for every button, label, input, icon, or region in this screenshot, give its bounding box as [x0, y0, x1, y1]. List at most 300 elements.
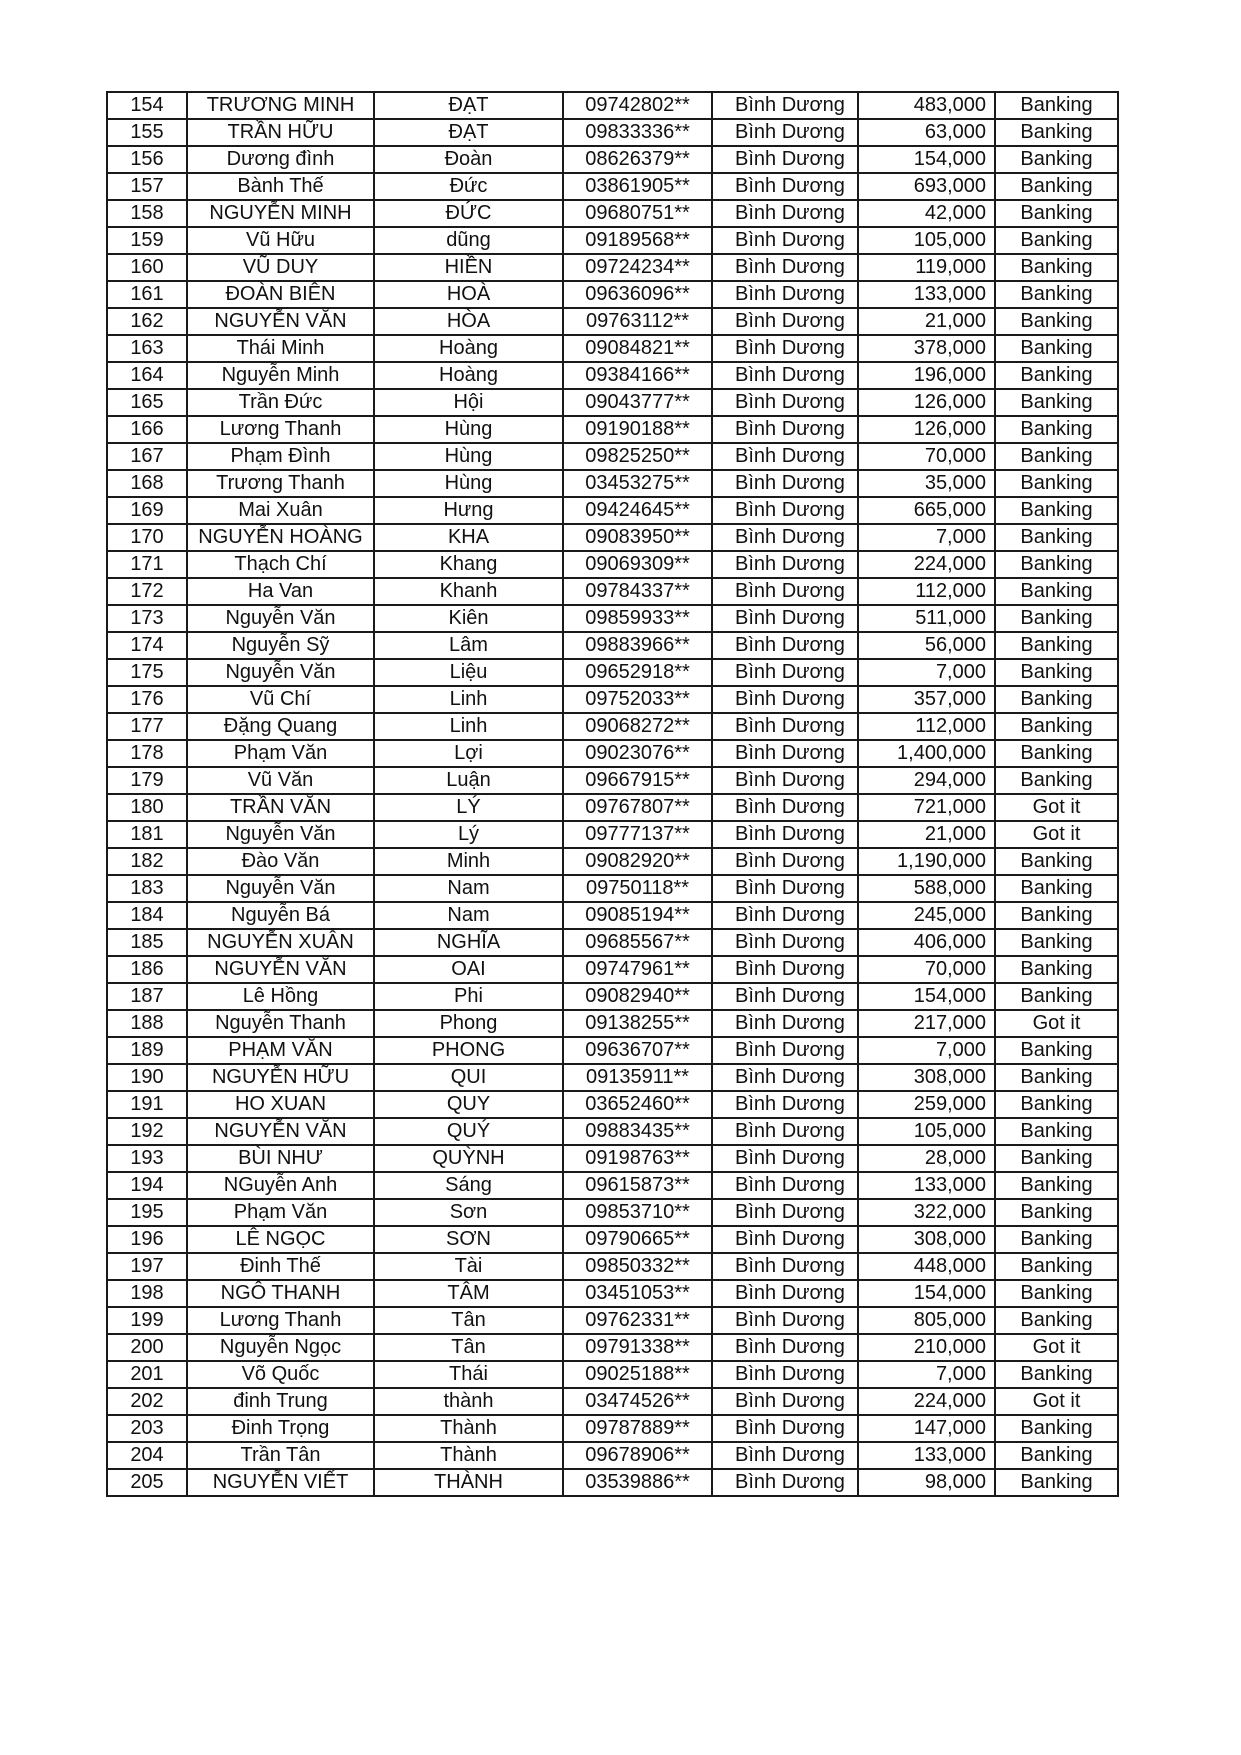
surname-middle-cell: NGUYỄN VĂN [187, 956, 374, 983]
province-cell: Bình Dương [712, 1442, 858, 1469]
table-row [107, 443, 1118, 470]
phone-number-cell: 09636707** [563, 1037, 712, 1064]
payment-method-cell: Banking [995, 605, 1118, 632]
row-number-cell: 161 [107, 281, 187, 308]
amount-cell: 126,000 [858, 416, 995, 443]
surname-middle-cell: NGUYỄN VĂN [187, 1118, 374, 1145]
amount-cell: 98,000 [858, 1469, 995, 1496]
table-row [107, 821, 1118, 848]
surname-middle-cell: NGuyễn Anh [187, 1172, 374, 1199]
amount-cell: 147,000 [858, 1415, 995, 1442]
province-cell: Bình Dương [712, 902, 858, 929]
table-row [107, 1388, 1118, 1415]
table-row [107, 902, 1118, 929]
payment-method-cell: Banking [995, 416, 1118, 443]
phone-number-cell: 09850332** [563, 1253, 712, 1280]
province-cell: Bình Dương [712, 983, 858, 1010]
given-name-cell: Sơn [374, 1199, 563, 1226]
payment-method-cell: Banking [995, 1253, 1118, 1280]
surname-middle-cell: NGUYỄN MINH [187, 200, 374, 227]
phone-number-cell: 09082940** [563, 983, 712, 1010]
row-number-cell: 202 [107, 1388, 187, 1415]
phone-number-cell: 08626379** [563, 146, 712, 173]
given-name-cell: Hội [374, 389, 563, 416]
table-row [107, 119, 1118, 146]
row-number-cell: 159 [107, 227, 187, 254]
province-cell: Bình Dương [712, 956, 858, 983]
surname-middle-cell: NGUYỄN HỮU [187, 1064, 374, 1091]
table-row [107, 1253, 1118, 1280]
surname-middle-cell: Nguyễn Bá [187, 902, 374, 929]
payment-method-cell: Banking [995, 1091, 1118, 1118]
amount-cell: 357,000 [858, 686, 995, 713]
given-name-cell: HIỀN [374, 254, 563, 281]
phone-number-cell: 09198763** [563, 1145, 712, 1172]
province-cell: Bình Dương [712, 281, 858, 308]
surname-middle-cell: Vũ Văn [187, 767, 374, 794]
table-row [107, 686, 1118, 713]
amount-cell: 378,000 [858, 335, 995, 362]
amount-cell: 245,000 [858, 902, 995, 929]
amount-cell: 511,000 [858, 605, 995, 632]
given-name-cell: Luận [374, 767, 563, 794]
given-name-cell: Kiên [374, 605, 563, 632]
payout-table [106, 91, 1119, 1497]
row-number-cell: 176 [107, 686, 187, 713]
amount-cell: 805,000 [858, 1307, 995, 1334]
amount-cell: 224,000 [858, 1388, 995, 1415]
given-name-cell: QUÝ [374, 1118, 563, 1145]
table-row [107, 335, 1118, 362]
given-name-cell: HOÀ [374, 281, 563, 308]
amount-cell: 7,000 [858, 659, 995, 686]
payment-method-cell: Got it [995, 1334, 1118, 1361]
row-number-cell: 195 [107, 1199, 187, 1226]
province-cell: Bình Dương [712, 173, 858, 200]
amount-cell: 70,000 [858, 443, 995, 470]
row-number-cell: 166 [107, 416, 187, 443]
amount-cell: 105,000 [858, 1118, 995, 1145]
phone-number-cell: 09791338** [563, 1334, 712, 1361]
phone-number-cell: 09652918** [563, 659, 712, 686]
amount-cell: 154,000 [858, 1280, 995, 1307]
province-cell: Bình Dương [712, 578, 858, 605]
province-cell: Bình Dương [712, 686, 858, 713]
table-row [107, 956, 1118, 983]
row-number-cell: 196 [107, 1226, 187, 1253]
phone-number-cell: 09750118** [563, 875, 712, 902]
province-cell: Bình Dương [712, 1145, 858, 1172]
given-name-cell: Nam [374, 875, 563, 902]
amount-cell: 63,000 [858, 119, 995, 146]
payment-method-cell: Banking [995, 497, 1118, 524]
surname-middle-cell: Nguyễn Sỹ [187, 632, 374, 659]
amount-cell: 406,000 [858, 929, 995, 956]
table-row [107, 1199, 1118, 1226]
payment-method-cell: Banking [995, 146, 1118, 173]
payment-method-cell: Banking [995, 551, 1118, 578]
surname-middle-cell: ĐOÀN BIÊN [187, 281, 374, 308]
table-row [107, 416, 1118, 443]
payment-method-cell: Banking [995, 1307, 1118, 1334]
amount-cell: 112,000 [858, 713, 995, 740]
table-row [107, 1226, 1118, 1253]
given-name-cell: Lâm [374, 632, 563, 659]
row-number-cell: 158 [107, 200, 187, 227]
payment-method-cell: Banking [995, 713, 1118, 740]
payment-method-cell: Banking [995, 1226, 1118, 1253]
table-row [107, 659, 1118, 686]
surname-middle-cell: PHẠM VĂN [187, 1037, 374, 1064]
table-row [107, 605, 1118, 632]
phone-number-cell: 09790665** [563, 1226, 712, 1253]
province-cell: Bình Dương [712, 497, 858, 524]
given-name-cell: Tài [374, 1253, 563, 1280]
province-cell: Bình Dương [712, 659, 858, 686]
table-row [107, 1469, 1118, 1496]
table-row [107, 983, 1118, 1010]
surname-middle-cell: TRẦN HỮU [187, 119, 374, 146]
surname-middle-cell: Thạch Chí [187, 551, 374, 578]
given-name-cell: Hưng [374, 497, 563, 524]
table-row [107, 497, 1118, 524]
row-number-cell: 200 [107, 1334, 187, 1361]
row-number-cell: 181 [107, 821, 187, 848]
phone-number-cell: 09825250** [563, 443, 712, 470]
province-cell: Bình Dương [712, 1091, 858, 1118]
surname-middle-cell: Mai Xuân [187, 497, 374, 524]
row-number-cell: 197 [107, 1253, 187, 1280]
payment-method-cell: Banking [995, 524, 1118, 551]
surname-middle-cell: NGUYỄN VIẾT [187, 1469, 374, 1496]
province-cell: Bình Dương [712, 821, 858, 848]
given-name-cell: Lý [374, 821, 563, 848]
table-row [107, 1172, 1118, 1199]
table-row [107, 1064, 1118, 1091]
amount-cell: 665,000 [858, 497, 995, 524]
given-name-cell: THÀNH [374, 1469, 563, 1496]
phone-number-cell: 09833336** [563, 119, 712, 146]
table-row [107, 767, 1118, 794]
row-number-cell: 162 [107, 308, 187, 335]
surname-middle-cell: Lê Hồng [187, 983, 374, 1010]
table-row [107, 875, 1118, 902]
province-cell: Bình Dương [712, 524, 858, 551]
row-number-cell: 191 [107, 1091, 187, 1118]
province-cell: Bình Dương [712, 929, 858, 956]
row-number-cell: 201 [107, 1361, 187, 1388]
amount-cell: 1,190,000 [858, 848, 995, 875]
given-name-cell: Thành [374, 1442, 563, 1469]
phone-number-cell: 09384166** [563, 362, 712, 389]
row-number-cell: 164 [107, 362, 187, 389]
surname-middle-cell: Đinh Thế [187, 1253, 374, 1280]
table-row [107, 1145, 1118, 1172]
given-name-cell: Đức [374, 173, 563, 200]
province-cell: Bình Dương [712, 1280, 858, 1307]
given-name-cell: ĐẠT [374, 92, 563, 119]
row-number-cell: 178 [107, 740, 187, 767]
province-cell: Bình Dương [712, 470, 858, 497]
amount-cell: 133,000 [858, 281, 995, 308]
table-row [107, 1415, 1118, 1442]
amount-cell: 448,000 [858, 1253, 995, 1280]
phone-number-cell: 09135911** [563, 1064, 712, 1091]
payment-method-cell: Banking [995, 686, 1118, 713]
amount-cell: 693,000 [858, 173, 995, 200]
row-number-cell: 189 [107, 1037, 187, 1064]
given-name-cell: Minh [374, 848, 563, 875]
amount-cell: 21,000 [858, 821, 995, 848]
phone-number-cell: 03474526** [563, 1388, 712, 1415]
phone-number-cell: 09762331** [563, 1307, 712, 1334]
amount-cell: 483,000 [858, 92, 995, 119]
surname-middle-cell: Trần Đức [187, 389, 374, 416]
amount-cell: 210,000 [858, 1334, 995, 1361]
amount-cell: 308,000 [858, 1226, 995, 1253]
payment-method-cell: Banking [995, 1037, 1118, 1064]
row-number-cell: 155 [107, 119, 187, 146]
surname-middle-cell: Vũ Hữu [187, 227, 374, 254]
amount-cell: 154,000 [858, 983, 995, 1010]
given-name-cell: Tân [374, 1307, 563, 1334]
given-name-cell: TÂM [374, 1280, 563, 1307]
table-row [107, 470, 1118, 497]
given-name-cell: ĐỨC [374, 200, 563, 227]
surname-middle-cell: Trương Thanh [187, 470, 374, 497]
province-cell: Bình Dương [712, 443, 858, 470]
table-row [107, 551, 1118, 578]
table-row [107, 1280, 1118, 1307]
table-row [107, 848, 1118, 875]
given-name-cell: Liệu [374, 659, 563, 686]
province-cell: Bình Dương [712, 119, 858, 146]
province-cell: Bình Dương [712, 254, 858, 281]
amount-cell: 126,000 [858, 389, 995, 416]
given-name-cell: QUỲNH [374, 1145, 563, 1172]
payment-method-cell: Banking [995, 281, 1118, 308]
given-name-cell: KHA [374, 524, 563, 551]
province-cell: Bình Dương [712, 1361, 858, 1388]
phone-number-cell: 09424645** [563, 497, 712, 524]
phone-number-cell: 09747961** [563, 956, 712, 983]
table-row [107, 929, 1118, 956]
province-cell: Bình Dương [712, 1334, 858, 1361]
payment-method-cell: Banking [995, 389, 1118, 416]
province-cell: Bình Dương [712, 1010, 858, 1037]
payment-method-cell: Banking [995, 1118, 1118, 1145]
payment-method-cell: Banking [995, 983, 1118, 1010]
surname-middle-cell: Nguyễn Minh [187, 362, 374, 389]
table-row [107, 173, 1118, 200]
province-cell: Bình Dương [712, 1388, 858, 1415]
payment-method-cell: Banking [995, 632, 1118, 659]
payment-method-cell: Banking [995, 308, 1118, 335]
province-cell: Bình Dương [712, 848, 858, 875]
phone-number-cell: 09678906** [563, 1442, 712, 1469]
amount-cell: 21,000 [858, 308, 995, 335]
given-name-cell: Tân [374, 1334, 563, 1361]
province-cell: Bình Dương [712, 416, 858, 443]
amount-cell: 119,000 [858, 254, 995, 281]
row-number-cell: 194 [107, 1172, 187, 1199]
province-cell: Bình Dương [712, 146, 858, 173]
row-number-cell: 198 [107, 1280, 187, 1307]
payment-method-cell: Banking [995, 1415, 1118, 1442]
phone-number-cell: 09189568** [563, 227, 712, 254]
payment-method-cell: Banking [995, 119, 1118, 146]
phone-number-cell: 09724234** [563, 254, 712, 281]
payment-method-cell: Got it [995, 821, 1118, 848]
phone-number-cell: 09859933** [563, 605, 712, 632]
given-name-cell: Sáng [374, 1172, 563, 1199]
row-number-cell: 184 [107, 902, 187, 929]
row-number-cell: 186 [107, 956, 187, 983]
table-row [107, 362, 1118, 389]
row-number-cell: 160 [107, 254, 187, 281]
table-row [107, 146, 1118, 173]
row-number-cell: 188 [107, 1010, 187, 1037]
row-number-cell: 168 [107, 470, 187, 497]
given-name-cell: Thành [374, 1415, 563, 1442]
payment-method-cell: Banking [995, 362, 1118, 389]
amount-cell: 42,000 [858, 200, 995, 227]
amount-cell: 217,000 [858, 1010, 995, 1037]
row-number-cell: 192 [107, 1118, 187, 1145]
given-name-cell: Đoàn [374, 146, 563, 173]
surname-middle-cell: Nguyễn Ngọc [187, 1334, 374, 1361]
payment-method-cell: Banking [995, 578, 1118, 605]
table-row [107, 389, 1118, 416]
row-number-cell: 190 [107, 1064, 187, 1091]
phone-number-cell: 09752033** [563, 686, 712, 713]
surname-middle-cell: NGÔ THANH [187, 1280, 374, 1307]
amount-cell: 1,400,000 [858, 740, 995, 767]
surname-middle-cell: Đinh Trọng [187, 1415, 374, 1442]
phone-number-cell: 03539886** [563, 1469, 712, 1496]
row-number-cell: 170 [107, 524, 187, 551]
amount-cell: 294,000 [858, 767, 995, 794]
phone-number-cell: 09615873** [563, 1172, 712, 1199]
province-cell: Bình Dương [712, 1253, 858, 1280]
phone-number-cell: 09190188** [563, 416, 712, 443]
payment-method-cell: Banking [995, 659, 1118, 686]
amount-cell: 105,000 [858, 227, 995, 254]
phone-number-cell: 03453275** [563, 470, 712, 497]
phone-number-cell: 09069309** [563, 551, 712, 578]
payment-method-cell: Banking [995, 200, 1118, 227]
row-number-cell: 165 [107, 389, 187, 416]
payment-method-cell: Banking [995, 1145, 1118, 1172]
phone-number-cell: 09636096** [563, 281, 712, 308]
surname-middle-cell: NGUYỄN XUÂN [187, 929, 374, 956]
given-name-cell: QUI [374, 1064, 563, 1091]
given-name-cell: NGHĨA [374, 929, 563, 956]
payment-method-cell: Banking [995, 254, 1118, 281]
row-number-cell: 156 [107, 146, 187, 173]
payment-method-cell: Banking [995, 1469, 1118, 1496]
payment-method-cell: Banking [995, 848, 1118, 875]
phone-number-cell: 09787889** [563, 1415, 712, 1442]
row-number-cell: 193 [107, 1145, 187, 1172]
row-number-cell: 174 [107, 632, 187, 659]
province-cell: Bình Dương [712, 713, 858, 740]
table-row [107, 1442, 1118, 1469]
row-number-cell: 179 [107, 767, 187, 794]
table-row [107, 281, 1118, 308]
row-number-cell: 185 [107, 929, 187, 956]
table-row [107, 1307, 1118, 1334]
given-name-cell: Khanh [374, 578, 563, 605]
table-row [107, 1334, 1118, 1361]
phone-number-cell: 09853710** [563, 1199, 712, 1226]
table-row [107, 1118, 1118, 1145]
payment-method-cell: Banking [995, 443, 1118, 470]
given-name-cell: Linh [374, 713, 563, 740]
table-row [107, 227, 1118, 254]
phone-number-cell: 09883435** [563, 1118, 712, 1145]
surname-middle-cell: Lương Thanh [187, 416, 374, 443]
row-number-cell: 171 [107, 551, 187, 578]
surname-middle-cell: Lương Thanh [187, 1307, 374, 1334]
amount-cell: 7,000 [858, 1361, 995, 1388]
phone-number-cell: 03451053** [563, 1280, 712, 1307]
given-name-cell: ĐẠT [374, 119, 563, 146]
phone-number-cell: 09763112** [563, 308, 712, 335]
table-row [107, 740, 1118, 767]
province-cell: Bình Dương [712, 335, 858, 362]
amount-cell: 308,000 [858, 1064, 995, 1091]
phone-number-cell: 09685567** [563, 929, 712, 956]
province-cell: Bình Dương [712, 875, 858, 902]
phone-number-cell: 09084821** [563, 335, 712, 362]
phone-number-cell: 09784337** [563, 578, 712, 605]
surname-middle-cell: Đào Văn [187, 848, 374, 875]
row-number-cell: 187 [107, 983, 187, 1010]
phone-number-cell: 09680751** [563, 200, 712, 227]
given-name-cell: dũng [374, 227, 563, 254]
surname-middle-cell: Nguyễn Thanh [187, 1010, 374, 1037]
surname-middle-cell: Phạm Văn [187, 740, 374, 767]
surname-middle-cell: NGUYỄN HOÀNG [187, 524, 374, 551]
phone-number-cell: 03861905** [563, 173, 712, 200]
province-cell: Bình Dương [712, 1172, 858, 1199]
phone-number-cell: 09082920** [563, 848, 712, 875]
surname-middle-cell: Dương đình [187, 146, 374, 173]
given-name-cell: Hùng [374, 470, 563, 497]
payment-method-cell: Banking [995, 740, 1118, 767]
phone-number-cell: 09883966** [563, 632, 712, 659]
payment-method-cell: Banking [995, 470, 1118, 497]
payment-method-cell: Got it [995, 1388, 1118, 1415]
payment-method-cell: Banking [995, 767, 1118, 794]
province-cell: Bình Dương [712, 1226, 858, 1253]
given-name-cell: Thái [374, 1361, 563, 1388]
payment-method-cell: Banking [995, 1172, 1118, 1199]
province-cell: Bình Dương [712, 389, 858, 416]
row-number-cell: 183 [107, 875, 187, 902]
surname-middle-cell: TRƯƠNG MINH [187, 92, 374, 119]
surname-middle-cell: Phạm Văn [187, 1199, 374, 1226]
given-name-cell: Nam [374, 902, 563, 929]
amount-cell: 28,000 [858, 1145, 995, 1172]
province-cell: Bình Dương [712, 605, 858, 632]
row-number-cell: 205 [107, 1469, 187, 1496]
phone-number-cell: 09068272** [563, 713, 712, 740]
table-row [107, 254, 1118, 281]
amount-cell: 112,000 [858, 578, 995, 605]
phone-number-cell: 09138255** [563, 1010, 712, 1037]
